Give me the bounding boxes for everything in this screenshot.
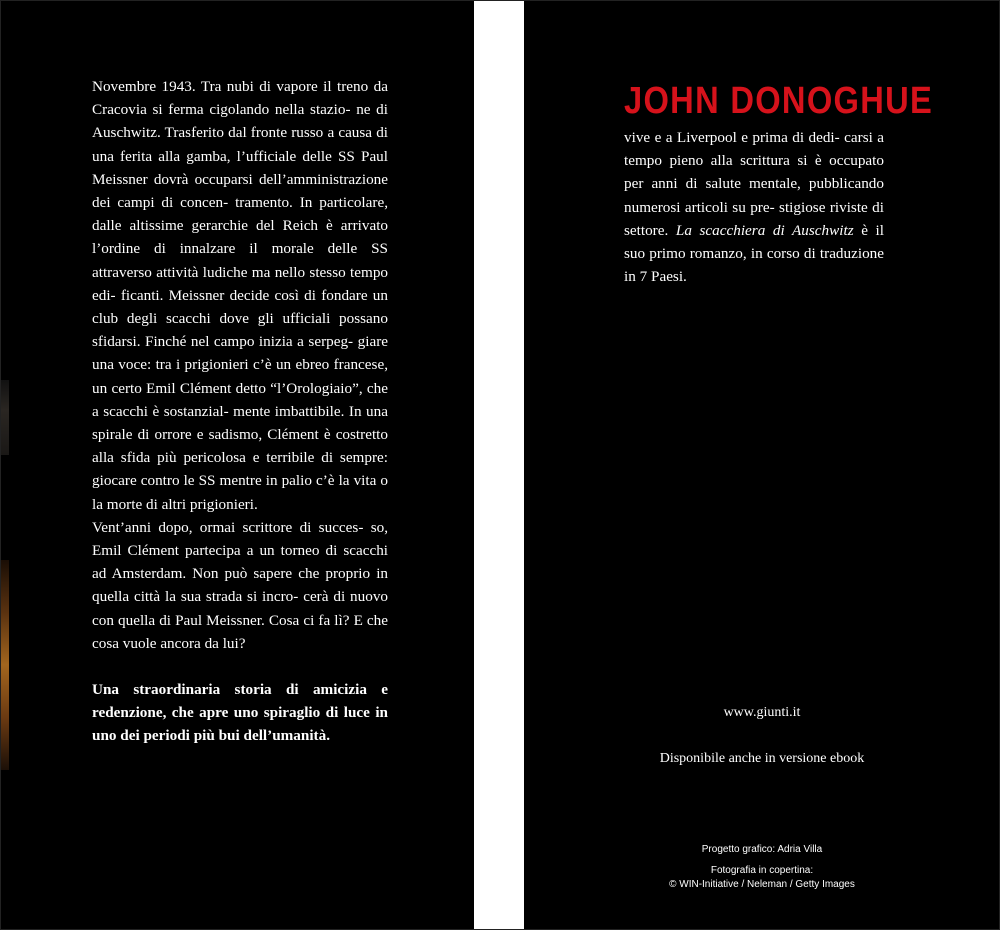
synopsis-line: ne di Auschwitz. Trasferito dal fronte russo (92, 101, 388, 142)
synopsis-line: scacchi ad Amsterdam. Non può sapere che (92, 542, 389, 583)
bio-line: pubblicando numerosi articoli su pre- (624, 175, 884, 216)
synopsis-line: più pericolosa e terribile di sempre: giocare (92, 449, 388, 490)
synopsis-line: innalzare il morale delle SS attraverso (92, 240, 388, 281)
synopsis-line: gerarchie del Reich è arrivato l’ordine di (92, 217, 389, 258)
publisher-website: www.giunti.it (723, 705, 801, 720)
bio-line: stigiose riviste di settore. (624, 198, 885, 239)
synopsis-line: morte di altri prigionieri. (106, 495, 258, 513)
bio-line: occupato per anni di salute mentale, (624, 152, 884, 193)
synopsis-line: dell’amministrazione dei campi di concen- (92, 170, 389, 212)
synopsis-line: ficanti. Meissner decide così di fondare un (120, 286, 388, 304)
synopsis-line: giare una voce: tra i prigionieri c’è un ebreo (92, 333, 388, 374)
credits (524, 843, 1000, 892)
synopsis-line: attività ludiche ma nello stesso tempo edi- (92, 263, 389, 304)
ebook-availability-note: Disponibile anche in versione ebook (659, 751, 865, 766)
bio-line: è il suo primo romanzo, (624, 221, 884, 263)
synopsis-line: cerà di nuovo con quella di Paul Meissner. (92, 588, 389, 629)
photo-credit-label: Fotografia in copertina: (710, 865, 814, 876)
synopsis-line: Novembre 1943. Tra nubi di vapore il treno (92, 78, 369, 95)
book-title-part-1: La scacchiera (675, 221, 766, 239)
spine-strip (474, 0, 524, 930)
bio-line: in corso di traduzione in 7 Paesi. (624, 245, 885, 286)
synopsis-paragraph-1 (92, 75, 388, 516)
synopsis-line: contro le SS mentre in palio c’è la vita o la (92, 472, 388, 513)
synopsis-line: Vent’anni dopo, ormai scrittore di succes- (92, 518, 364, 536)
credits-spacer (524, 857, 1000, 864)
synopsis-line: “l’Orologiaio”, che a scacchi è sostanzial- (92, 379, 388, 420)
tagline (92, 678, 388, 748)
synopsis-line: club degli scacchi dove gli ufficiali possano (92, 310, 388, 328)
synopsis-line: tramento. In particolare, dalle altissime (92, 194, 388, 235)
synopsis-paragraph-2 (92, 516, 388, 655)
bio-paragraph (624, 126, 884, 288)
design-credit: Progetto grafico: Adria Villa (701, 844, 823, 855)
bio-line: vive e a Liverpool e prima di dedi- (624, 129, 840, 146)
synopsis-line: da Cracovia si ferma cigolando nella stazio- (92, 78, 388, 119)
photo-credit: © WIN-Initiative / Neleman / Getty Images (669, 879, 855, 890)
synopsis-line: a causa di una ferita alla gamba, l’ufficiale (92, 124, 389, 165)
synopsis-line: mente imbattibile. In una spirale di orrore (92, 402, 388, 444)
bio-line: carsi a tempo pieno alla scrittura si è (624, 129, 884, 170)
cover-photo-edge-lower (0, 560, 9, 770)
cover-photo-edge-upper (0, 380, 9, 455)
synopsis-line: francese, un certo Emil Clément detto (92, 356, 388, 397)
tagline-line: in uno dei periodi più bui dell’umanità. (92, 704, 388, 745)
author-name: JOHN DONOGHUE (624, 80, 934, 122)
synopsis-line: e sadismo, Clément è costretto alla sfida (92, 426, 388, 467)
tagline-line: redenzione, che apre uno spiraglio di luce (92, 704, 370, 722)
synopsis-line: Cosa ci fa lì? E che cosa vuole ancora da lui? (92, 611, 389, 652)
synopsis-line: so, Emil Clément partecipa a un torneo di (92, 518, 388, 560)
synopsis (92, 75, 388, 748)
synopsis-line: proprio in quella città la sua strada si incro- (92, 565, 389, 606)
synopsis-line: sfidarsi. Finché nel campo inizia a serpeg- (92, 333, 354, 351)
book-title-part-2: di Auschwitz (772, 221, 854, 239)
tagline-line: Una straordinaria storia di amicizia e (92, 681, 388, 699)
author-bio (624, 126, 884, 288)
synopsis-line: delle SS Paul Meissner dovrà occuparsi (92, 147, 389, 188)
back-flap (0, 0, 474, 930)
